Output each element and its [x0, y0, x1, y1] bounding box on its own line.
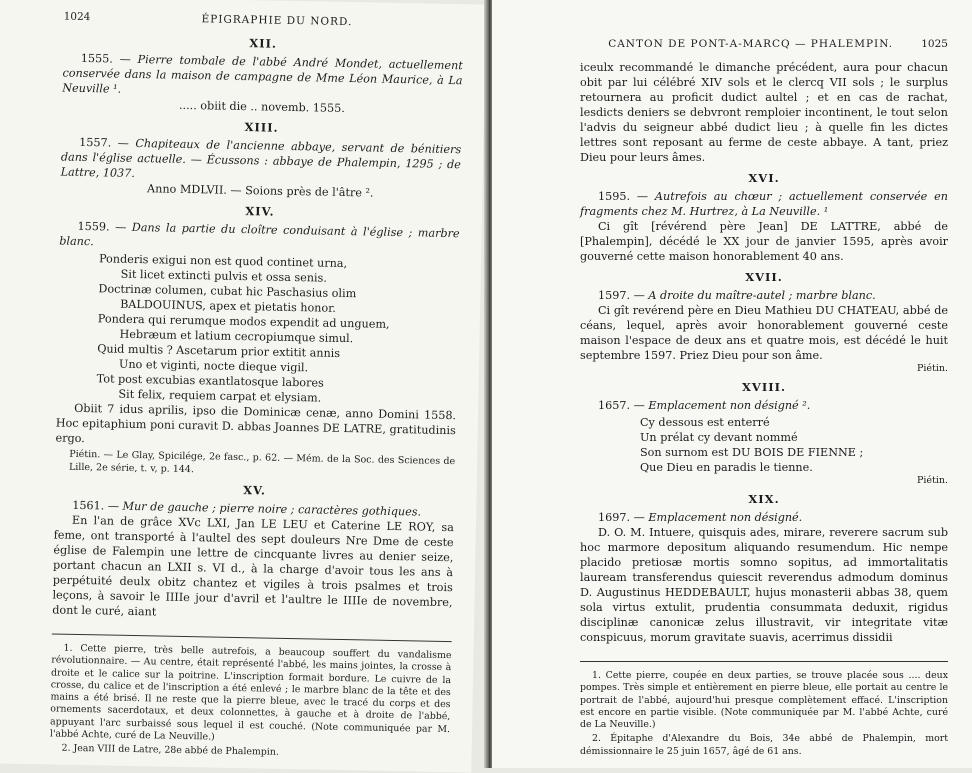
section-number-xvi: XVI. [748, 171, 780, 185]
right-page [492, 0, 972, 768]
left-page-number: 1024 [63, 10, 91, 24]
section-number-xix: XIX. [748, 492, 780, 506]
section-number-xiii: XIII. [244, 120, 279, 135]
section-xii-line: ..... obiit die .. novemb. 1555. [178, 98, 345, 115]
section-number-xii: XII. [249, 36, 278, 51]
verse-line: Un prélat cy devant nommé [640, 431, 798, 444]
section-xix-text: D. O. M. Intuere, quisquis ades, mirare, reverere sacrum sub hoc marmore depositum aliquando resumendum. Hic nempe placido pretiosæ mortis somno sopitus, ad immortalitatis lauream transferendus quiescit reverendus admodum dominus D. Augustinus HEDDEBAULT, hujus monasterii abbas 38, quem sola virtus extulit, prudentia consummata deduxit, rigidus disciplinæ canonicæ zelus illustravit, vir integritate vitæ conspicuus, morum gravitate suavis, acerrimus dissidii [580, 526, 948, 644]
verse-line: BALDOUINUS, apex et pietatis honor. [120, 297, 336, 315]
verse-line: Sit licet extincti pulvis et ossa senis. [120, 267, 328, 285]
section-xiii-line: Anno MDLVII. — Soions près de l'âtre ². [147, 182, 374, 200]
section-number-xviii: XVIII. [742, 380, 786, 394]
section-xii-heading: 1555. — Pierre tombale de l'abbé André Mondet, actuellement conservée dans la maison de campagne de Mme Léon Maurice, à La Neuville ¹. [62, 51, 463, 96]
section-xvii-signature: Piétin. [916, 363, 948, 374]
section-xiv-epitaph-verse [96, 251, 459, 408]
verse-line: Tot post excubias exantlatosque labores [96, 372, 324, 390]
section-xv-heading: 1561. — Mur de gauche ; pierre noire ; caractères gothiques. [72, 498, 422, 519]
verse-line: Doctrinæ columen, cubat hic Paschasius olim [98, 282, 357, 301]
verse-line: Hebræum et latium cecropiumque simul. [119, 327, 354, 346]
verse-line: Cy dessous est enterré [640, 416, 770, 429]
section-xvi-text: Ci gît [révérend père Jean] DE LATTRE, abbé de [Phalempin], décédé le XX jour de janvier 1595, après avoir gouverné cette maison honorablement 40 ans. [580, 220, 948, 263]
verse-line: Sit felix, requiem carpat et elysiam. [118, 387, 322, 405]
right-running-title: CANTON DE PONT-A-MARCQ — PHALEMPIN. [608, 38, 894, 50]
right-page-number: 1025 [921, 38, 948, 50]
section-number-xiv: XIV. [245, 204, 275, 219]
section-xiv-text: Obiit 7 idus aprilis, ipso die Dominicæ cenæ, anno Domini 1558. Hoc epitaphium poni curavit D. abbas Joannes DE LATRE, gratitudinis ergo. [55, 401, 457, 446]
verse-line: Uno et viginti, nocte dieque vigil. [118, 357, 309, 375]
section-xvi-heading: 1595. — Autrefois au chœur ; actuellement conservée en fragments chez M. Hurtrez, à La Neuville. ¹ [580, 190, 948, 218]
verse-line: Pondera qui rerumque modos expendit ad unguem, [97, 312, 390, 331]
section-xviii-signature: Piétin. [916, 475, 948, 486]
section-number-xv: XV. [243, 483, 267, 498]
verse-line: Quid multis ? Ascetarum prior extitit annis [97, 342, 341, 360]
left-running-head [64, 11, 464, 31]
footnote: 1. Cette pierre, coupée en deux parties, se trouve placée sous .... deux pompes. Très simple et entièrement en pierre bleue, elle portait au centre le portrait de l'abbé, aujourd'hui presque complètement effacé. L'inscription est encore en partie visible. (Note communiquée par M. l'abbé Achte, curé de La Neuville.) [580, 670, 948, 731]
section-xvii-text: Ci gît revérend père en Dieu Mathieu DU CHATEAU, abbé de céans, lequel, après avoir honorablement gouverné ceste maison l'espace de deux ans et quatre mois, est décédé le huit septembre 1597. Priez Dieu pour son âme. [580, 304, 948, 362]
section-xix-heading: 1697. — Emplacement non désigné. [598, 511, 803, 524]
section-xv-text: En l'an de grâce XVc LXI, Jan LE LEU et Caterine LE ROY, sa feme, ont transporté à l'aultel des sept douleurs Nre Dme de ceste église de Falempin une lettre de cincquante livres au denier seize, portant chacun an LXII s. VI d., à la charge d'avoir tous les ans à perpétuité deulx obitz chantez et vigiles à trois psalmes et trois leçons, à savoir le IIIIe jour d'avril et l'aultre le IIIIe de novembre, dont le curé, aiant [52, 513, 455, 619]
section-xiv-heading: 1559. — Dans la partie du cloître conduisant à l'église ; marbre blanc. [59, 219, 460, 249]
section-xiv-source: Piétin. — Le Glay, Spicilége, 2e fasc., p. 62. — Mém. de la Soc. des Sciences de Lille, 2e série, t. v, p. 144. [68, 448, 456, 475]
footnote-divider [580, 661, 948, 662]
verse-line: Ponderis exigui non est quod continet urna, [98, 252, 348, 271]
section-number-xvii: XVII. [745, 270, 783, 284]
footnote: 2. Épitaphe d'Alexandre du Bois, 34e abbé de Phalempin, mort démissionnaire le 25 juin 1657, âgé de 61 ans. [580, 733, 948, 757]
footnote-divider [52, 633, 452, 642]
section-xviii-epitaph-verse [640, 415, 948, 475]
right-running-head [580, 38, 948, 50]
section-xviii-heading: 1657. — Emplacement non désigné ². [598, 399, 811, 412]
footnote: 1. Cette pierre, très belle autrefois, a beaucoup souffert du vandalisme révolutionnaire. — Au centre, était représenté l'abbé, les mains jointes, la crosse à droite et le calice sur la poitrine. L'inscription formait bordure. Le cuivre de la crosse, du calice et de l'inscription a été enlevé ; le marbre blanc de la tête et des mains a été brisé. Il ne reste que la pierre bleue, avec le tracé du corps et des ornements sacerdotaux, et deux colonnettes, à gauche et à droite de l'abbé, appuyant l'arc surbaissé sous lequel il est couché. (Note communiquée par M. l'abbé Achte, curé de La Neuville.) [49, 642, 452, 743]
continued-text: iceulx recommandé le dimanche précédent, aura pour chacun obit par lui célébré XIV sols et le clercq VII sols ; le surplus retournera au proficit dudict aultel ; et en cas de rachat, lesdicts deniers se debvront remploier incontinent, le tout selon l'advis du seigneur abbé dudict lieu ; à quelle fin les dictes lettres sont reposant au ferme de ceste abbaye. A tant, priez Dieu pour leurs âmes. [580, 61, 948, 164]
left-running-title: ÉPIGRAPHIE DU NORD. [201, 13, 353, 29]
verse-line: Que Dieu en paradis le tienne. [640, 461, 813, 474]
verse-line: Son surnom est DU BOIS DE FIENNE ; [640, 446, 864, 459]
footnote: 2. Jean VIII de Latre, 28e abbé de Phalempin. [61, 743, 279, 759]
section-xiii-heading: 1557. — Chapiteaux de l'ancienne abbaye, servant de bénitiers dans l'église actuelle. — Écussons : abbaye de Phalempin, 1295 ; de Lattre, 1037. [60, 135, 462, 180]
section-xvii-heading: 1597. — A droite du maître-autel ; marbre blanc. [598, 289, 876, 302]
